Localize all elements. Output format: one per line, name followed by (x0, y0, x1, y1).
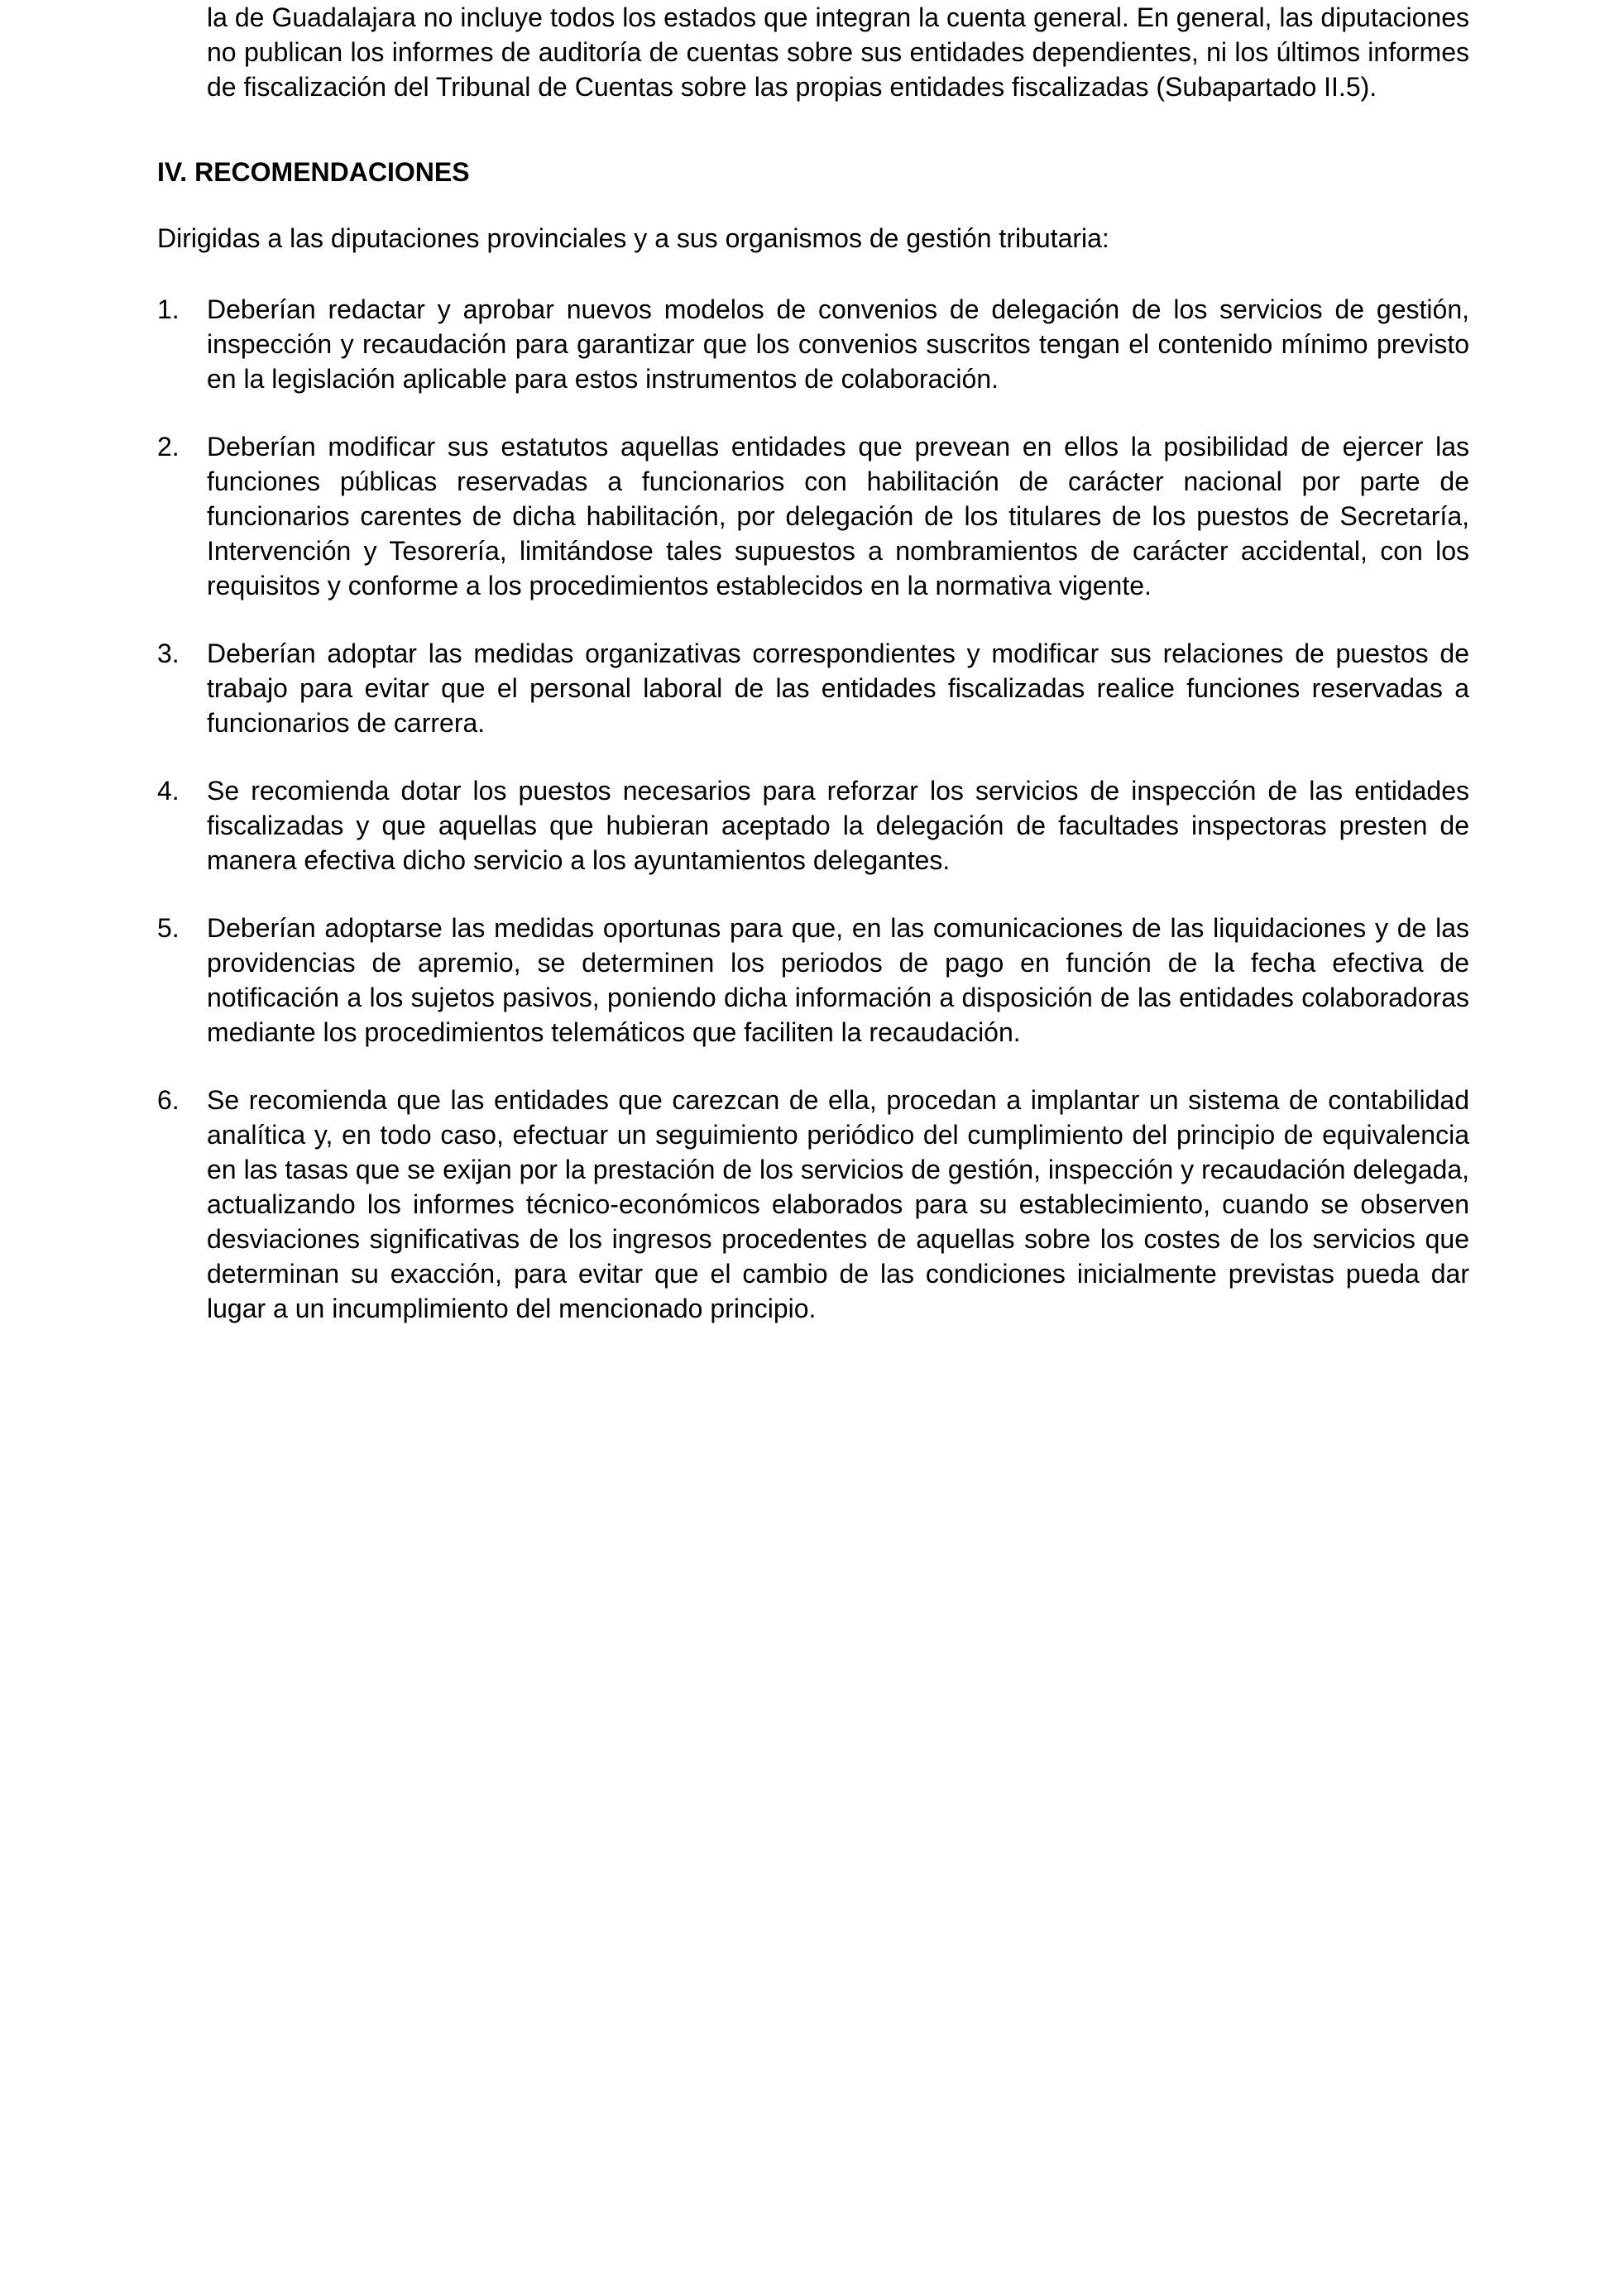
list-item (157, 429, 1469, 603)
intro-paragraph: Dirigidas a las diputaciones provinciales y a sus organismos de gestión tributaria: (157, 223, 1109, 253)
item-text: Deberían redactar y aprobar nuevos modelos de convenios de delegación de los servicios de gestión, inspección y recaudación para garantizar que los convenios suscritos tengan el contenido mínimo previsto en la legislación aplicable para estos instrumentos de colaboración. (207, 294, 1469, 394)
item-text: Deberían adoptarse las medidas oportunas para que, en las comunicaciones de las liquidaciones y de las providencias de apremio, se determinen los periodos de pago en función de la fecha efectiva de notificación a los sujetos pasivos, poniendo dicha información a disposición de las entidades colaboradoras mediante los procedimientos telemáticos que faciliten la recaudación. (207, 913, 1469, 1047)
list-item (157, 911, 1469, 1050)
item-text: Deberían adoptar las medidas organizativas correspondientes y modificar sus relaciones de puestos de trabajo para evitar que el personal laboral de las entidades fiscalizadas realice funciones reservadas a funcionarios de carrera. (207, 639, 1469, 738)
recommendations-list (157, 292, 1469, 1326)
item-number: 4. (157, 776, 180, 806)
section-heading: IV. RECOMENDACIONES (157, 157, 470, 187)
list-item (157, 636, 1469, 740)
item-number: 1. (157, 294, 180, 324)
list-item (157, 292, 1469, 396)
item-number: 3. (157, 639, 180, 668)
item-number: 5. (157, 913, 180, 943)
item-text: Deberían modificar sus estatutos aquellas entidades que prevean en ellos la posibilidad de ejercer las funciones públicas reservadas a funcionarios con habilitación de carácter nacional por parte de funcionarios carentes de dicha habilitación, por delegación de los titulares de los puestos de Secretaría, Intervención y Tesorería, limitándose tales supuestos a nombramientos de carácter accidental, con los requisitos y conforme a los procedimientos establecidos en la normativa vigente. (207, 432, 1469, 600)
item-text: Se recomienda que las entidades que carezcan de ella, procedan a implantar un sistema de contabilidad analítica y, en todo caso, efectuar un seguimiento periódico del cumplimiento del principio de equivalencia en las tasas que se exijan por la prestación de los servicios de gestión, inspección y recaudación delegada, actualizando los informes técnico-económicos elaborados para su establecimiento, cuando se observen desviaciones significativas de los ingresos procedentes de aquellas sobre los costes de los servicios que determinan su exacción, para evitar que el cambio de las condiciones inicialmente previstas pueda dar lugar a un incumplimiento del mencionado principio. (207, 1085, 1469, 1323)
item-number: 6. (157, 1085, 180, 1115)
list-item (157, 1083, 1469, 1326)
document-page (157, 0, 1469, 1359)
item-number: 2. (157, 432, 180, 462)
list-item (157, 773, 1469, 878)
continuation-paragraph: la de Guadalajara no incluye todos los estados que integran la cuenta general. En general, las diputaciones no publican los informes de auditoría de cuentas sobre sus entidades dependientes, ni los últimos informes de fiscalización del Tribunal de Cuentas sobre las propias entidades fiscalizadas (Subapartado II.5). (207, 2, 1469, 102)
item-text: Se recomienda dotar los puestos necesarios para reforzar los servicios de inspección de las entidades fiscalizadas y que aquellas que hubieran aceptado la delegación de facultades inspectoras presten de manera efectiva dicho servicio a los ayuntamientos delegantes. (207, 776, 1469, 875)
